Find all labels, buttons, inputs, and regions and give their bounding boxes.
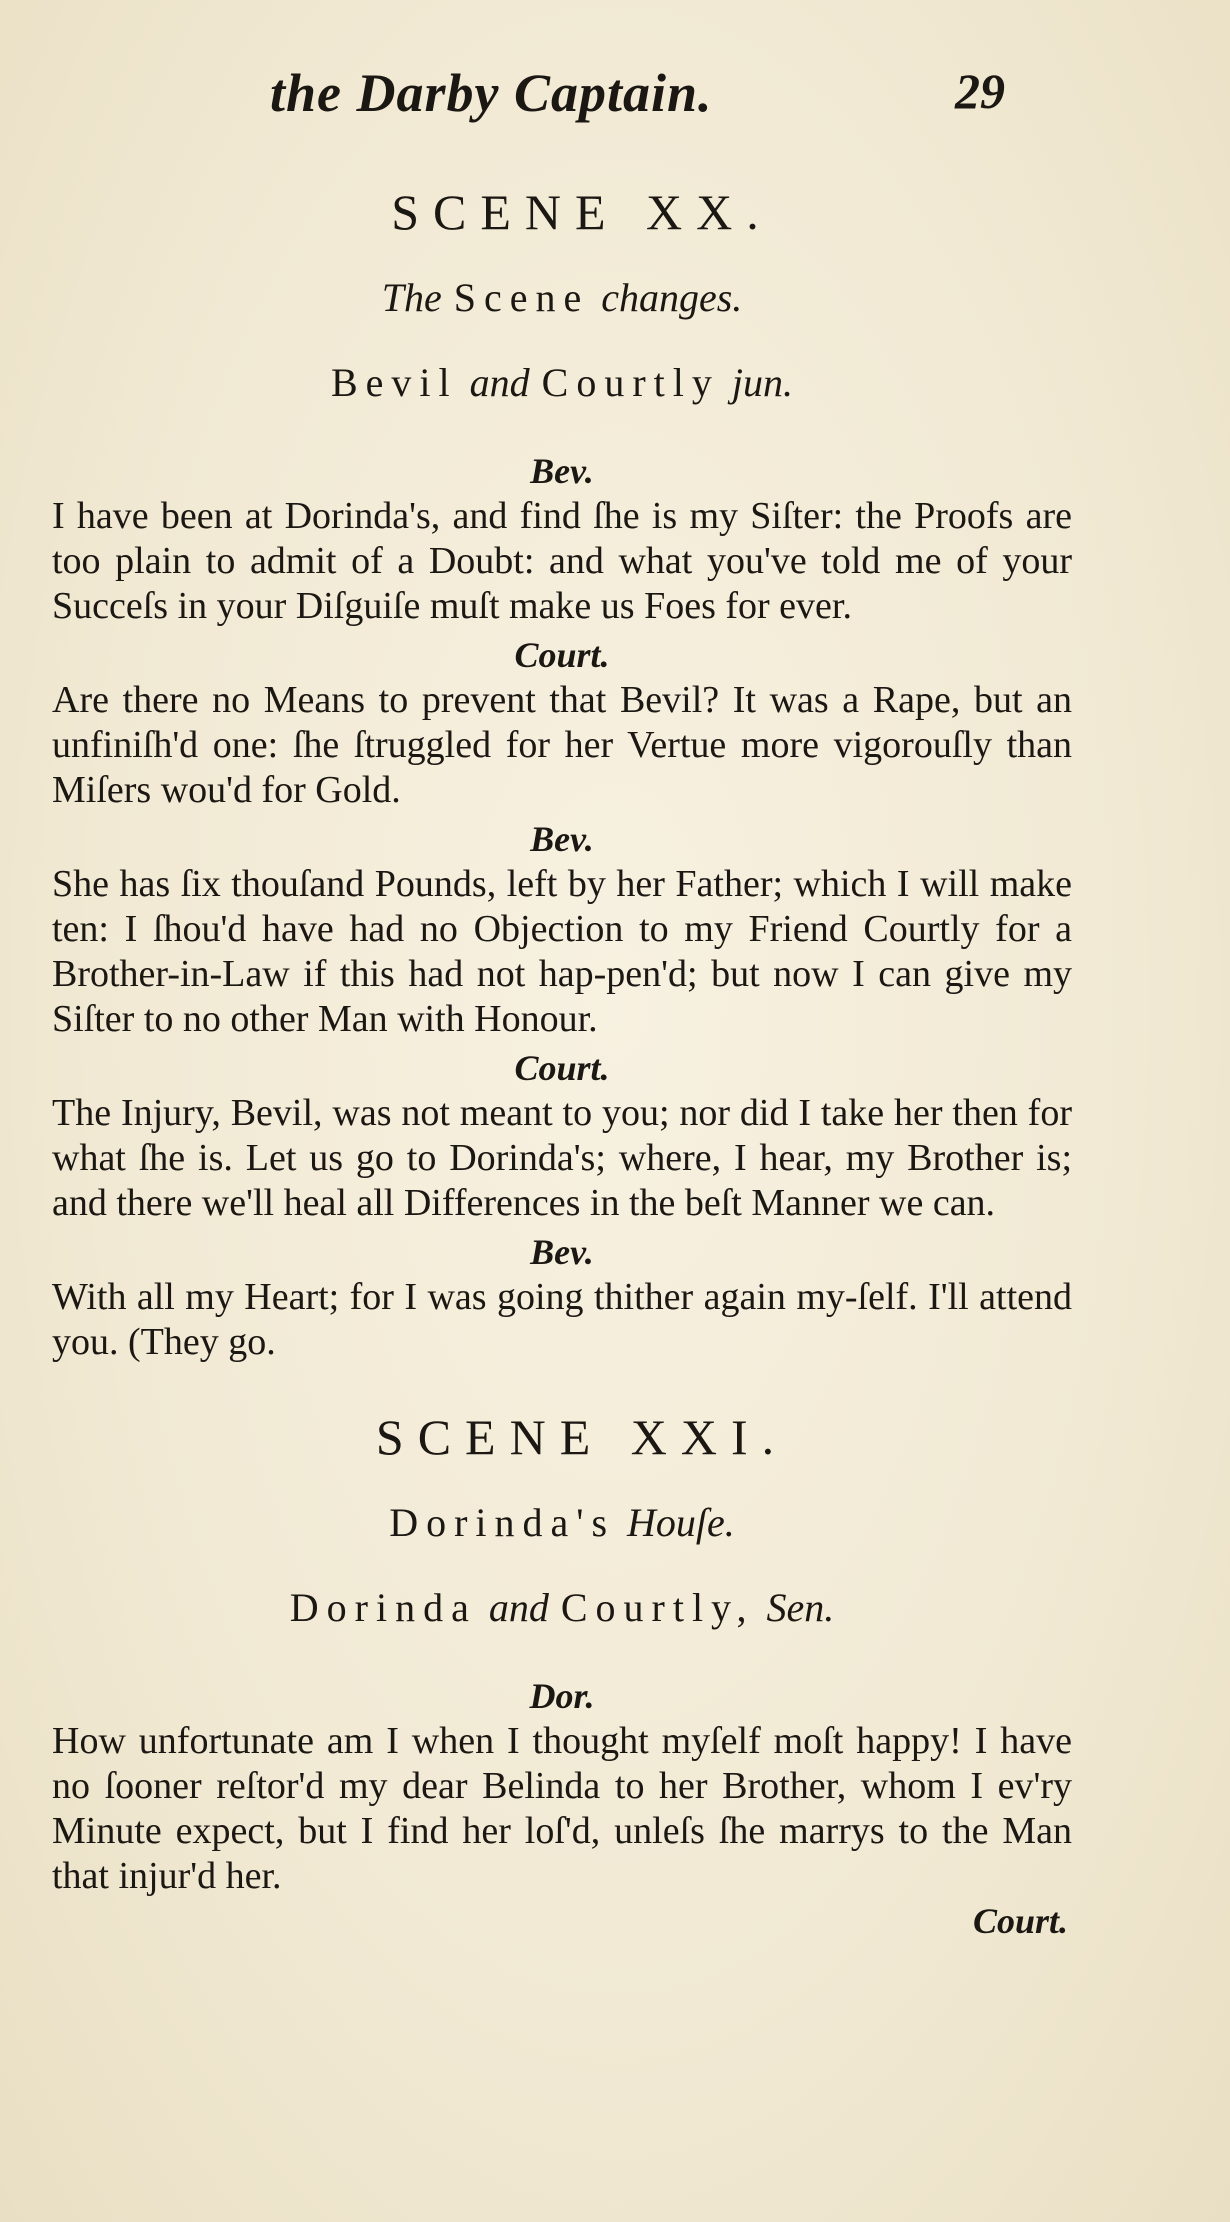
speaker-label: Court. — [514, 1048, 610, 1088]
speaker-label: Bev. — [530, 1232, 594, 1272]
character-dorinda: Dorinda — [289, 1585, 477, 1630]
scene-change-end: changes. — [601, 275, 743, 320]
character-courtly-sen: Courtly, — [560, 1585, 755, 1630]
characters-line-20 — [52, 360, 1072, 405]
character-bevil: Bevil — [330, 360, 458, 405]
speech-text: Are there no Means to prevent that Bevil? It was a Rape, but an unfiniſh'd one: ſhe ſtruggled for her Vertue more vigorouſly than Miſers wou'd for Gold. — [52, 679, 1072, 811]
speech-text: She has ſix thouſand Pounds, left by her Father; which I will make ten: I ſhou'd have had no Objection to my Friend Courtly for a Brother-in-Law if this had not hap-pen'd; but now I can give my Siſter to no other Man with Honour. — [52, 863, 1072, 1040]
speech-text: How unfortunate am I when I thought myſelf moſt happy! I have no ſooner reſtor'd my dear Belinda to her Brother, whom I ev'ry Minute expect, but I find her loſ'd, unleſs ſhe marrys to the Man that injur'd her. — [52, 1720, 1072, 1897]
page-number: 29 — [955, 63, 1005, 119]
speaker-label: Bev. — [530, 819, 594, 859]
speech-text: I have been at Dorinda's, and find ſhe is my Siſter: the Proofs are too plain to admit of a Doubt: and what you've told me of your Succeſs in your Diſguiſe muſt make us Foes for ever. — [52, 495, 1072, 627]
character-courtly: Courtly — [541, 360, 720, 405]
scene-title-21: SCENE XXI. — [375, 1409, 789, 1465]
place-line — [52, 1500, 1072, 1545]
scene-title-20: SCENE XX. — [391, 184, 773, 240]
place-name: Dorinda's — [389, 1500, 616, 1545]
characters-and: and — [469, 360, 530, 405]
characters-and: and — [488, 1585, 549, 1630]
running-title: the Darby Captain. — [270, 63, 713, 123]
scene-change-line — [52, 275, 1072, 320]
speaker-label: Bev. — [530, 451, 594, 491]
characters-sen: Sen. — [766, 1585, 835, 1630]
speaker-label: Court. — [514, 635, 610, 675]
scene-change-word: Scene — [453, 275, 590, 320]
characters-line-21 — [52, 1585, 1072, 1630]
page-header — [0, 62, 1230, 142]
page-body — [52, 180, 1072, 1944]
scene-change-the: The — [381, 275, 442, 320]
speech-text: The Injury, Bevil, was not meant to you; nor did I take her then for what ſhe is. Let us go to Dorinda's; where, I hear, my Brother is; and there we'll heal all Differences in the beſt Manner we can. — [52, 1092, 1072, 1224]
catchword: Court. — [972, 1901, 1068, 1941]
place-house: Houſe. — [627, 1500, 735, 1545]
characters-jun: jun. — [731, 360, 794, 405]
speaker-label: Dor. — [529, 1676, 595, 1716]
speech-text: With all my Heart; for I was going thither again my-ſelf. I'll attend you. (They go. — [52, 1276, 1072, 1363]
